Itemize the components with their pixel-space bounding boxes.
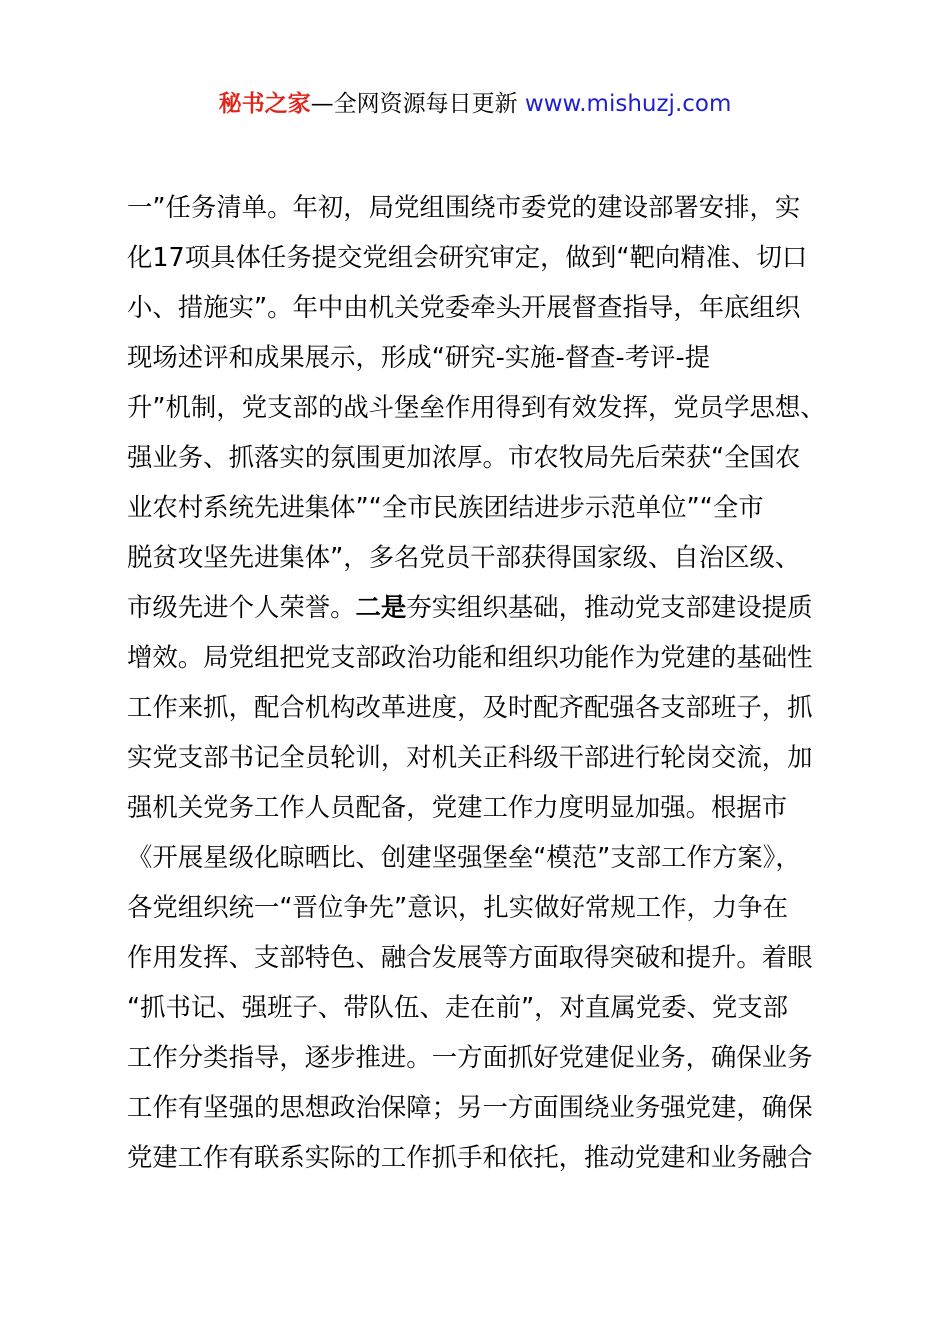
- paragraph-line: 实党支部书记全员轮训，对机关正科级干部进行轮岗交流，加: [127, 742, 813, 772]
- paragraph-line: 各党组织统一“晋位争先”意识，扎实做好常规工作，力争在: [127, 892, 789, 922]
- paragraph-line: 增效。局党组把党支部政治功能和组织功能作为党建的基础性: [127, 642, 813, 672]
- paragraph-line: 工作来抓，配合机构改革进度，及时配齐配强各支部班子，抓: [127, 692, 813, 722]
- line-text: 市级先进个人荣誉。: [127, 592, 356, 622]
- brand-name: 秘书之家: [218, 91, 311, 117]
- paragraph-line: [127, 582, 839, 632]
- paragraph-line: 工作分类指导，逐步推进。一方面抓好党建促业务，确保业务: [127, 1042, 813, 1072]
- paragraph-line: 一”任务清单。年初，局党组围绕市委党的建设部署安排，实: [127, 192, 801, 222]
- header-tagline: —全网资源每日更新: [310, 91, 518, 117]
- site-url[interactable]: www.mishuzj.com: [517, 91, 732, 117]
- paragraph-line: 脱贫攻坚先进集体”，多名党员干部获得国家级、自治区级、: [127, 542, 801, 572]
- paragraph-line: 工作有坚强的思想政治保障；另一方面围绕业务强党建，确保: [127, 1092, 813, 1122]
- paragraph-line: 小、措施实”。年中由机关党委牵头开展督查指导，年底组织: [127, 292, 801, 322]
- site-header: [0, 86, 950, 122]
- paragraph-line: 作用发挥、支部特色、融合发展等方面取得突破和提升。着眼: [127, 942, 813, 972]
- paragraph-line: 强业务、抓落实的氛围更加浓厚。市农牧局先后荣获“全国农: [127, 442, 801, 472]
- paragraph-line: 化17项具体任务提交党组会研究审定，做到“靶向精准、切口: [127, 242, 808, 272]
- section-marker: 二是: [355, 592, 407, 622]
- paragraph-line: 党建工作有联系实际的工作抓手和依托，推动党建和业务融合: [127, 1142, 813, 1172]
- document-body: [127, 182, 839, 1182]
- paragraph-line: 升”机制，党支部的战斗堡垒作用得到有效发挥，党员学思想、: [127, 392, 826, 422]
- paragraph-line: 强机关党务工作人员配备，党建工作力度明显加强。根据市: [127, 792, 788, 822]
- paragraph-line: 《开展星级化晾晒比、创建坚强堡垒“模范”支部工作方案》，: [127, 842, 801, 872]
- paragraph-line: 业农村系统先进集体”“全市民族团结进步示范单位”“全市: [127, 492, 764, 522]
- paragraph-line: 现场述评和成果展示，形成“研究-实施-督查-考评-提: [127, 342, 711, 372]
- line-text: 夯实组织基础，推动党支部建设提质: [406, 592, 813, 622]
- paragraph-line: “抓书记、强班子、带队伍、走在前”，对直属党委、党支部: [127, 992, 789, 1022]
